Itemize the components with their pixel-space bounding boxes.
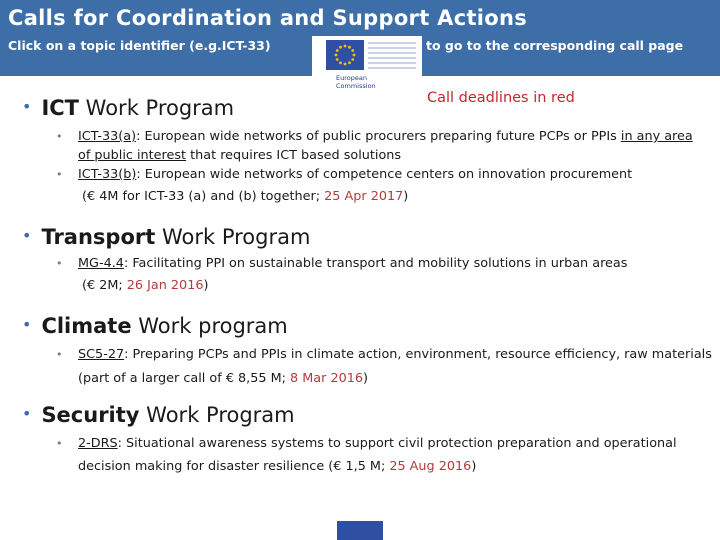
bullet-icon: •: [22, 404, 32, 423]
section-transport-title-bold: Transport: [41, 225, 156, 249]
transport-item-text: : Facilitating PPI on sustainable transport and mobility solutions in urban areas: [123, 256, 628, 271]
topic-link-ict-33b[interactable]: ICT-33(b): [78, 167, 137, 182]
european-commission-logo: [312, 36, 422, 96]
climate-item: [56, 343, 714, 391]
sub-bullet-icon: •: [56, 130, 63, 143]
climate-item-end: ): [363, 371, 369, 386]
bullet-icon: •: [22, 315, 32, 334]
topic-link-sc5-27[interactable]: SC5-27: [78, 347, 125, 362]
section-security-title-bold: Security: [41, 403, 140, 427]
transport-note-end: ): [203, 278, 209, 293]
ict-budget-note: [82, 189, 408, 204]
section-ict-title-rest: Work Program: [79, 96, 235, 120]
sub-bullet-icon: •: [56, 168, 63, 181]
sub-bullet-icon: •: [56, 437, 63, 450]
transport-deadline-date: 26 Jan 2016: [126, 278, 204, 293]
sub-bullet-icon: •: [56, 257, 63, 270]
security-deadline-date: 25 Aug 2016: [389, 459, 472, 474]
transport-budget-note: [82, 278, 208, 293]
section-climate-title-rest: Work program: [131, 314, 288, 338]
ict-note-end: ): [403, 189, 409, 204]
instruction-text-left: Click on a topic identifier (e.g.ICT-33): [8, 38, 271, 53]
ict-item-a-text-end: that requires ICT based solutions: [186, 148, 402, 163]
transport-note-text: (€ 2M;: [82, 278, 127, 293]
ict-item-b-text: : European wide networks of competence centers on innovation procurement: [136, 167, 633, 182]
section-security-title-rest: Work Program: [139, 403, 295, 427]
section-climate-title-bold: Climate: [41, 314, 132, 338]
section-transport-title-rest: Work Program: [155, 225, 311, 249]
topic-link-2-drs[interactable]: 2-DRS: [78, 436, 118, 451]
eu-flag-icon: [326, 40, 364, 70]
climate-deadline-date: 8 Mar 2016: [290, 371, 364, 386]
instruction-text-right: to go to the corresponding call page: [426, 38, 684, 53]
ict-item-a: [56, 127, 708, 165]
ict-deadline-date: 25 Apr 2017: [324, 189, 404, 204]
section-transport: [22, 225, 310, 249]
logo-text: [336, 74, 376, 90]
transport-item: [56, 254, 708, 273]
section-security: [22, 403, 295, 427]
page-title: Calls for Coordination and Support Actions: [8, 6, 528, 30]
ict-item-a-underlined-phrase[interactable]: in any area of public interest: [78, 129, 693, 163]
ict-note-text: (€ 4M for ICT-33 (a) and (b) together;: [82, 189, 325, 204]
logo-text-line2: Commission: [336, 82, 376, 90]
topic-link-ict-33a[interactable]: ICT-33(a): [78, 129, 137, 144]
ict-item-a-text: : European wide networks of public procurers preparing future PCPs or PPIs: [136, 129, 621, 144]
topic-link-mg-4-4[interactable]: MG-4.4: [78, 256, 124, 271]
logo-decorative-lines: [368, 42, 416, 72]
bullet-icon: •: [22, 97, 32, 116]
section-climate: [22, 314, 288, 338]
security-item: [56, 432, 678, 478]
security-item-text: : Situational awareness systems to support civil protection preparation and operational decision making for disaster resilience (€ 1,5 M;: [78, 436, 677, 474]
sub-bullet-icon: •: [56, 348, 63, 361]
eu-flag-footer-icon: [337, 521, 383, 540]
logo-text-line1: European: [336, 74, 367, 82]
section-ict-title-bold: ICT: [41, 96, 79, 120]
security-item-end: ): [471, 459, 477, 474]
climate-item-text: : Preparing PCPs and PPIs in climate action, environment, resource efficiency, raw materials (part of a larger call of € 8,55 M;: [78, 347, 712, 386]
bullet-icon: •: [22, 226, 32, 245]
section-ict: [22, 96, 234, 120]
ict-item-b: [56, 165, 708, 184]
deadline-legend: Call deadlines in red: [427, 90, 575, 106]
